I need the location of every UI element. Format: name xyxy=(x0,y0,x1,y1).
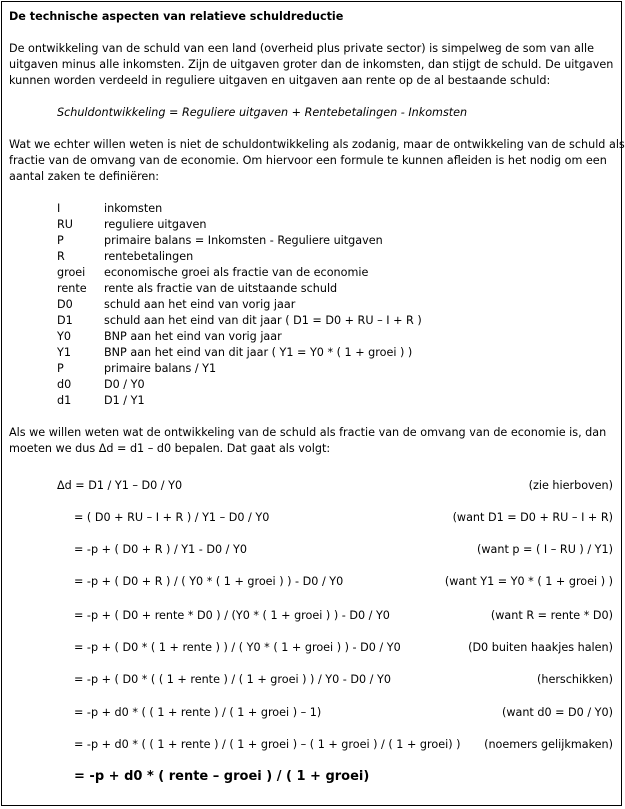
derivation-step-note: (want d0 = D0 / Y0) xyxy=(501,706,613,719)
derivation-step-note: (want p = ( I – RU ) / Y1) xyxy=(477,543,613,556)
derivation-step-note: (want D1 = D0 + RU – I + R) xyxy=(452,511,613,524)
definition-symbol: d0 xyxy=(57,378,72,391)
paragraph-line: fractie van de omvang van de economie. Om hiervoor een formule te kunnen afleiden is het nodig om een xyxy=(9,154,607,167)
definition-description: BNP aan het eind van vorig jaar xyxy=(104,330,282,343)
definition-symbol: Y0 xyxy=(57,330,71,343)
definition-symbol: P xyxy=(57,362,64,375)
definition-description: rente als fractie van de uitstaande schuld xyxy=(104,282,338,295)
paragraph-line: Wat we echter willen weten is niet de schuldontwikkeling als zodanig, maar de ontwikkeling van de schuld als xyxy=(9,138,625,151)
derivation-step-note: (noemers gelijkmaken) xyxy=(484,738,613,751)
derivation-step-note: (want R = rente * D0) xyxy=(490,609,613,622)
definition-description: BNP aan het eind van dit jaar ( Y1 = Y0 * ( 1 + groei ) ) xyxy=(104,346,413,359)
definition-description: primaire balans = Inkomsten - Reguliere uitgaven xyxy=(104,234,383,247)
derivation-step-expression: = -p + ( D0 + R ) / ( Y0 * ( 1 + groei ) ) - D0 / Y0 xyxy=(74,575,344,588)
definition-description: schuld aan het eind van dit jaar ( D1 = D0 + RU – I + R ) xyxy=(104,314,422,327)
intro-line: uitgaven minus alle inkomsten. Zijn de uitgaven groter dan de inkomsten, dan stijgt de schuld. De uitgaven xyxy=(9,58,614,71)
definition-description: schuld aan het eind van vorig jaar xyxy=(104,298,296,311)
definition-symbol: groei xyxy=(57,266,86,279)
definition-description: D1 / Y1 xyxy=(104,394,145,407)
derivation-step-expression: = -p + d0 * ( ( 1 + rente ) / ( 1 + groei ) – 1) xyxy=(74,706,322,719)
derivation-step-note: (herschikken) xyxy=(536,673,613,686)
definition-description: primaire balans / Y1 xyxy=(104,362,217,375)
intro-line: De ontwikkeling van de schuld van een land (overheid plus private sector) is simpelweg de som van alle xyxy=(9,42,594,55)
derivation-step-note: (D0 buiten haakjes halen) xyxy=(468,641,613,654)
derivation-step-expression: = -p + ( D0 * ( 1 + rente ) ) / ( Y0 * ( 1 + groei ) ) - D0 / Y0 xyxy=(74,641,401,654)
definition-symbol: R xyxy=(57,250,65,263)
derivation-step-expression: = -p + ( D0 * ( ( 1 + rente ) / ( 1 + groei ) ) / Y0 - D0 / Y0 xyxy=(74,673,391,686)
definition-description: economische groei als fractie van de economie xyxy=(104,266,369,279)
derivation-step-expression: = -p + ( D0 + R ) / Y1 - D0 / Y0 xyxy=(74,543,247,556)
derivation-step-expression: = ( D0 + RU – I + R ) / Y1 – D0 / Y0 xyxy=(74,511,270,524)
definition-description: reguliere uitgaven xyxy=(104,218,207,231)
definition-description: rentebetalingen xyxy=(104,250,194,263)
derivation-step-expression: = -p + d0 * ( ( 1 + rente ) / ( 1 + groei ) – ( 1 + groei ) / ( 1 + groei) ) xyxy=(74,738,461,751)
paragraph-line: aantal zaken te definiëren: xyxy=(9,170,160,183)
derivation-step-expression: = -p + ( D0 + rente * D0 ) / (Y0 * ( 1 + groei ) ) - D0 / Y0 xyxy=(74,609,390,622)
intro-line: kunnen worden verdeeld in reguliere uitgaven en uitgaven aan rente op de al bestaande schuld: xyxy=(9,74,551,87)
definition-description: D0 / Y0 xyxy=(104,378,145,391)
definition-symbol: d1 xyxy=(57,394,72,407)
paragraph-line: moeten we dus Δd = d1 – d0 bepalen. Dat gaat als volgt: xyxy=(9,442,331,455)
derivation-step-expression: Δd = D1 / Y1 – D0 / Y0 xyxy=(57,479,183,492)
definition-symbol: D0 xyxy=(57,298,73,311)
definition-symbol: rente xyxy=(57,282,87,295)
definition-symbol: RU xyxy=(57,218,73,231)
paragraph-line: Als we willen weten wat de ontwikkeling van de schuld als fractie van de omvang van de economie is, dan xyxy=(9,426,607,439)
definition-symbol: I xyxy=(57,202,61,215)
document-title: De technische aspecten van relatieve schuldreductie xyxy=(9,10,344,23)
derivation-step-note: (zie hierboven) xyxy=(528,479,613,492)
definition-symbol: Y1 xyxy=(57,346,71,359)
final-formula: = -p + d0 * ( rente – groei ) / ( 1 + groei) xyxy=(74,769,370,784)
derivation-step-note: (want Y1 = Y0 * ( 1 + groei ) ) xyxy=(444,575,613,588)
definition-symbol: P xyxy=(57,234,64,247)
debt-formula: Schuldontwikkeling = Reguliere uitgaven + Rentebetalingen - Inkomsten xyxy=(57,106,468,119)
definition-description: inkomsten xyxy=(104,202,163,215)
definition-symbol: D1 xyxy=(57,314,73,327)
